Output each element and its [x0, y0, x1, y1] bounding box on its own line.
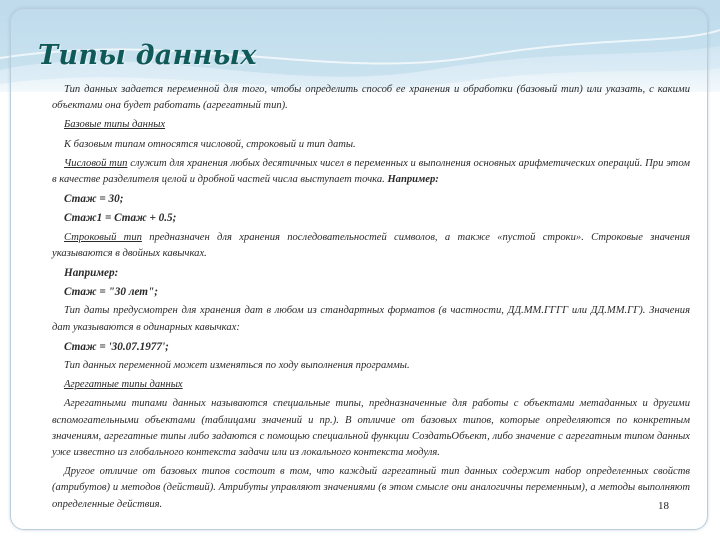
code-example-1: Стаж = 30;: [64, 193, 124, 206]
paragraph-aggregate-difference: Другое отличие от базовых типов состоит в том, что каждый агрегатный тип данных содержит набор определенных свойств (атрибутов) и методов (действий). Атрибуты управляют значениями (в этом смысле они аналогичны переменным), а методы выполняют определенные действия.: [52, 466, 690, 510]
code-example-2: Стаж1 = Стаж + 0.5;: [64, 212, 177, 225]
heading-aggregate-types-text: Агрегатные типы данных: [64, 379, 183, 391]
heading-aggregate-types: [52, 377, 690, 393]
slide-content: [52, 82, 690, 516]
page-number: 18: [658, 500, 669, 512]
numeric-example-label: Например:: [387, 174, 439, 186]
paragraph-string-type: [52, 230, 690, 262]
string-type-term: Строковый тип: [64, 231, 142, 243]
slide-title: Типы данных: [38, 40, 257, 71]
paragraph-type-change: Тип данных переменной может изменяться по ходу выполнения программы.: [64, 360, 410, 372]
paragraph-basic-types: К базовым типам относятся числовой, строковый и тип даты.: [64, 138, 356, 150]
paragraph-numeric-type: [52, 156, 690, 188]
paragraph-date-type: Тип даты предусмотрен для хранения дат в любом из стандартных форматов (в частности, ДД.ММ.ГГГГ или ДД.ММ.ГГ). Значения дат указываются в одинарных кавычках:: [52, 305, 690, 333]
code-example-4: Стаж = '30.07.1977';: [64, 340, 169, 353]
numeric-type-text: служит для хранения любых десятичных чисел в переменных и выполнения основных арифметических операций. При этом в качестве разделителя целой и дробной частей числа выступает точка.: [52, 157, 690, 186]
code-example-3: Стаж = "30 лет";: [64, 286, 158, 299]
heading-basic-types-text: Базовые типы данных: [64, 119, 166, 131]
string-type-text: предназначен для хранения последовательностей символов, а также «пустой строки». Строковые значения указываются в двойных кавычках.: [52, 231, 690, 259]
paragraph-intro: Тип данных задается переменной для того, чтобы определить способ ее хранения и обработки (базовый тип) или указать, с какими объектами она будет работать (агрегатный тип).: [52, 84, 690, 112]
heading-basic-types: [52, 117, 690, 133]
paragraph-aggregate-types: Агрегатными типами данных называются специальные типы, предназначенные для работы с объектами метаданных и другими вспомогательными объектами (таблицами значений и пр.). В отличие от базовых типов, которые определяются по конкретным значениям, агрегатные типы либо задаются с помощью специальной функции СоздатьОбъект, либо значение с агрегатным типом данных уже известно из глобального контекста задачи или из локального контекста модуля.: [52, 398, 690, 459]
string-example-label: Например:: [64, 267, 119, 280]
numeric-type-term: Числовой тип: [64, 157, 128, 169]
